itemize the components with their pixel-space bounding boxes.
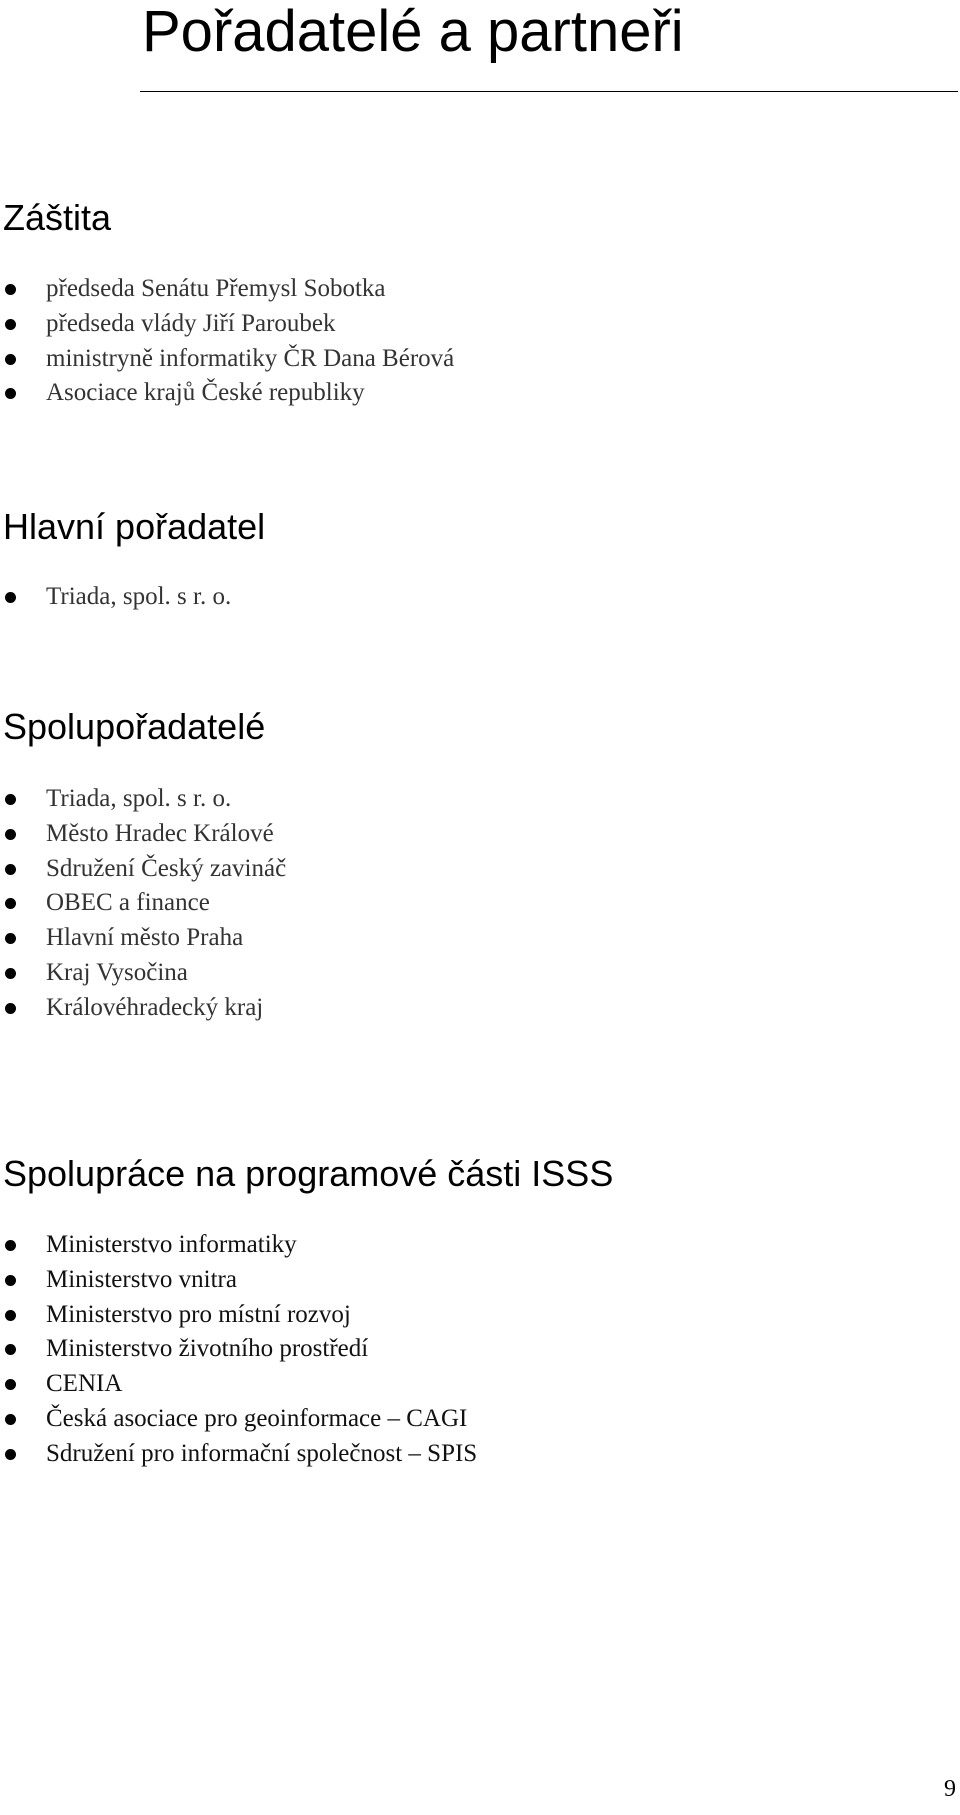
list-item-text: Asociace krajů České republiky [46, 379, 365, 407]
list-item-text: Kraj Vysočina [46, 958, 188, 986]
list-item [0, 1332, 477, 1367]
bullet-icon [5, 898, 16, 909]
bullet-icon [5, 354, 16, 365]
list-item [0, 376, 454, 411]
list-item [0, 307, 454, 342]
list-item [0, 1298, 477, 1333]
list-item-text: OBEC a finance [46, 889, 210, 917]
bullet-icon [5, 794, 16, 805]
list-item [0, 991, 286, 1026]
list-item-text: Ministerstvo informatiky [46, 1231, 297, 1258]
zastita-list [0, 272, 454, 411]
list-item-text: CENIA [46, 1370, 123, 1398]
list-item [0, 1228, 477, 1263]
list-item [0, 852, 286, 887]
list-item-text: Sdružení pro informační společnost – SPIS [46, 1439, 478, 1467]
list-item-text: Sdružení Český zavináč [46, 854, 287, 882]
list-item [0, 886, 286, 921]
bullet-icon [5, 1379, 16, 1390]
list-item [0, 1437, 477, 1472]
list-item-text: ministryně informatiky ČR Dana Bérová [46, 344, 455, 372]
section-heading-spoluprace-isss: Spolupráce na programové části ISSS [3, 1153, 614, 1194]
page-number: 9 [944, 1776, 956, 1802]
list-item-text: Triada, spol. s r. o. [46, 785, 232, 812]
spoluprace-isss-list [0, 1228, 477, 1472]
list-item-text: Ministerstvo životního prostředí [46, 1335, 369, 1363]
list-item-text: Ministerstvo vnitra [46, 1265, 237, 1293]
section-heading-zastita: Záštita [3, 197, 112, 238]
list-item-text: Hlavní město Praha [46, 924, 244, 952]
list-item [0, 921, 286, 956]
list-item [0, 1263, 477, 1298]
bullet-icon [5, 829, 16, 840]
list-item-text: Královéhradecký kraj [46, 993, 264, 1021]
list-item-text: Česká asociace pro geoinformace – CAGI [46, 1404, 468, 1432]
list-item [0, 817, 286, 852]
spoluporadatele-list [0, 782, 286, 1026]
page-title: Pořadatelé a partneři [142, 0, 684, 64]
list-item [0, 1367, 477, 1402]
list-item-text: předseda vlády Jiří Paroubek [46, 309, 336, 337]
list-item [0, 342, 454, 377]
list-item-text: předseda Senátu Přemysl Sobotka [46, 275, 386, 302]
hlavni-poradatel-list [0, 580, 231, 615]
list-item [0, 1402, 477, 1437]
bullet-icon [5, 1414, 16, 1425]
list-item-text: Město Hradec Králové [46, 819, 274, 847]
bullet-icon [5, 1003, 16, 1014]
bullet-icon [5, 1240, 16, 1251]
bullet-icon [5, 1275, 16, 1286]
bullet-icon [5, 933, 16, 944]
bullet-icon [5, 1344, 16, 1355]
bullet-icon [5, 1449, 16, 1460]
bullet-icon [5, 319, 16, 330]
bullet-icon [5, 284, 16, 295]
list-item-text: Ministerstvo pro místní rozvoj [46, 1300, 351, 1328]
section-heading-spoluporadatele: Spolupořadatelé [3, 706, 266, 747]
bullet-icon [5, 1310, 16, 1321]
section-heading-hlavni-poradatel: Hlavní pořadatel [3, 506, 266, 547]
bullet-icon [5, 864, 16, 875]
list-item [0, 580, 231, 615]
bullet-icon [5, 592, 16, 603]
list-item [0, 956, 286, 991]
list-item-text: Triada, spol. s r. o. [46, 583, 232, 610]
list-item [0, 782, 286, 817]
bullet-icon [5, 388, 16, 399]
bullet-icon [5, 968, 16, 979]
title-divider [140, 91, 958, 92]
list-item [0, 272, 454, 307]
